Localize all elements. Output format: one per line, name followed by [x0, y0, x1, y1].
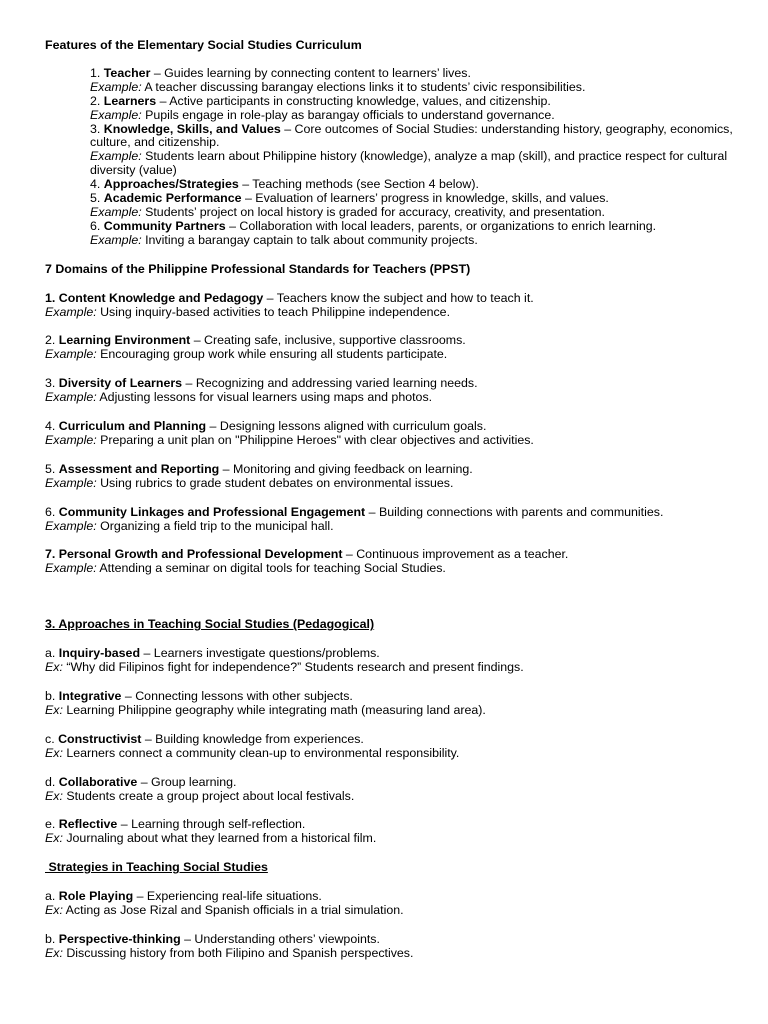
ppst-domain: 7. Personal Growth and Professional Development – Continuous improvement as a teacher. Example: Attending a seminar on digital tools for teaching Social Studies.	[45, 547, 569, 576]
list-item-example: Example: Students’ project on local history is graded for accuracy, creativity, and presentation.	[90, 204, 605, 219]
ppst-domain: 6. Community Linkages and Professional Engagement – Building connections with parents and communities. Example: Organizing a field trip to the municipal hall.	[45, 504, 664, 533]
ppst-domain: 2. Learning Environment – Creating safe, inclusive, supportive classrooms. Example: Encouraging group work while ensuring all students participate.	[45, 333, 466, 362]
list-item: 6. Community Partners – Collaboration with local leaders, parents, or organizations to enrich learning.	[90, 218, 657, 233]
list-item: 1. Teacher – Guides learning by connecting content to learners’ lives.	[90, 65, 471, 80]
list-item: 5. Academic Performance – Evaluation of learners’ progress in knowledge, skills, and values.	[90, 191, 609, 206]
approach-item: d. Collaborative – Group learning. Ex: Students create a group project about local festivals.	[45, 774, 355, 803]
list-item-example: Example: Pupils engage in role-play as barangay officials to understand governance.	[90, 107, 555, 122]
ppst-domain: 3. Diversity of Learners – Recognizing and addressing varied learning needs. Example: Adjusting lessons for visual learners using maps and photos.	[45, 376, 478, 405]
ppst-domain: 1. Content Knowledge and Pedagogy – Teachers know the subject and how to teach it. Example: Using inquiry-based activities to teach Philippine independence.	[45, 290, 534, 319]
strategy-item: a. Role Playing – Experiencing real-life situations. Ex: Acting as Jose Rizal and Spanish officials in a trial simulation.	[45, 889, 404, 918]
ppst-heading: 7 Domains of the Philippine Professional Standards for Teachers (PPST)	[45, 261, 471, 276]
approach-item: c. Constructivist – Building knowledge from experiences. Ex: Learners connect a community clean-up to environmental responsibility.	[45, 731, 460, 760]
list-item: 2. Learners – Active participants in constructing knowledge, values, and citizenship.	[90, 93, 551, 108]
list-item: 3. Knowledge, Skills, and Values – Core outcomes of Social Studies: understanding history, geography, economics, culture, and citizenship.	[90, 121, 733, 150]
features-list	[45, 67, 748, 248]
features-heading: Features of the Elementary Social Studies Curriculum	[45, 38, 362, 52]
ppst-domain: 5. Assessment and Reporting – Monitoring and giving feedback on learning. Example: Using rubrics to grade student debates on environmental issues.	[45, 461, 473, 490]
list-item-example: Example: Inviting a barangay captain to talk about community projects.	[90, 232, 478, 247]
strategies-heading: Strategies in Teaching Social Studies	[45, 860, 268, 875]
approaches-heading: 3. Approaches in Teaching Social Studies (Pedagogical)	[45, 617, 375, 632]
list-item: 4. Approaches/Strategies – Teaching methods (see Section 4 below).	[90, 177, 479, 192]
strategy-item: b. Perspective-thinking – Understanding others’ viewpoints. Ex: Discussing history from both Filipino and Spanish perspectives.	[45, 931, 414, 960]
approach-item: e. Reflective – Learning through self-reflection. Ex: Journaling about what they learned from a historical film.	[45, 817, 377, 846]
approach-item: a. Inquiry-based – Learners investigate questions/problems. Ex: “Why did Filipinos fight for independence?” Students research and present findings.	[45, 646, 524, 675]
approach-item: b. Integrative – Connecting lessons with other subjects. Ex: Learning Philippine geography while integrating math (measuring land area).	[45, 689, 486, 717]
ppst-domain: 4. Curriculum and Planning – Designing lessons aligned with curriculum goals. Example: Preparing a unit plan on "Philippine Heroes" with clear objectives and activities.	[45, 419, 534, 447]
list-item-example: Example: Students learn about Philippine history (knowledge), analyze a map (skill), and practice respect for cultural diversity (value)	[90, 149, 728, 178]
list-item-example: Example: A teacher discussing barangay elections links it to students’ civic responsibilities.	[90, 79, 586, 94]
